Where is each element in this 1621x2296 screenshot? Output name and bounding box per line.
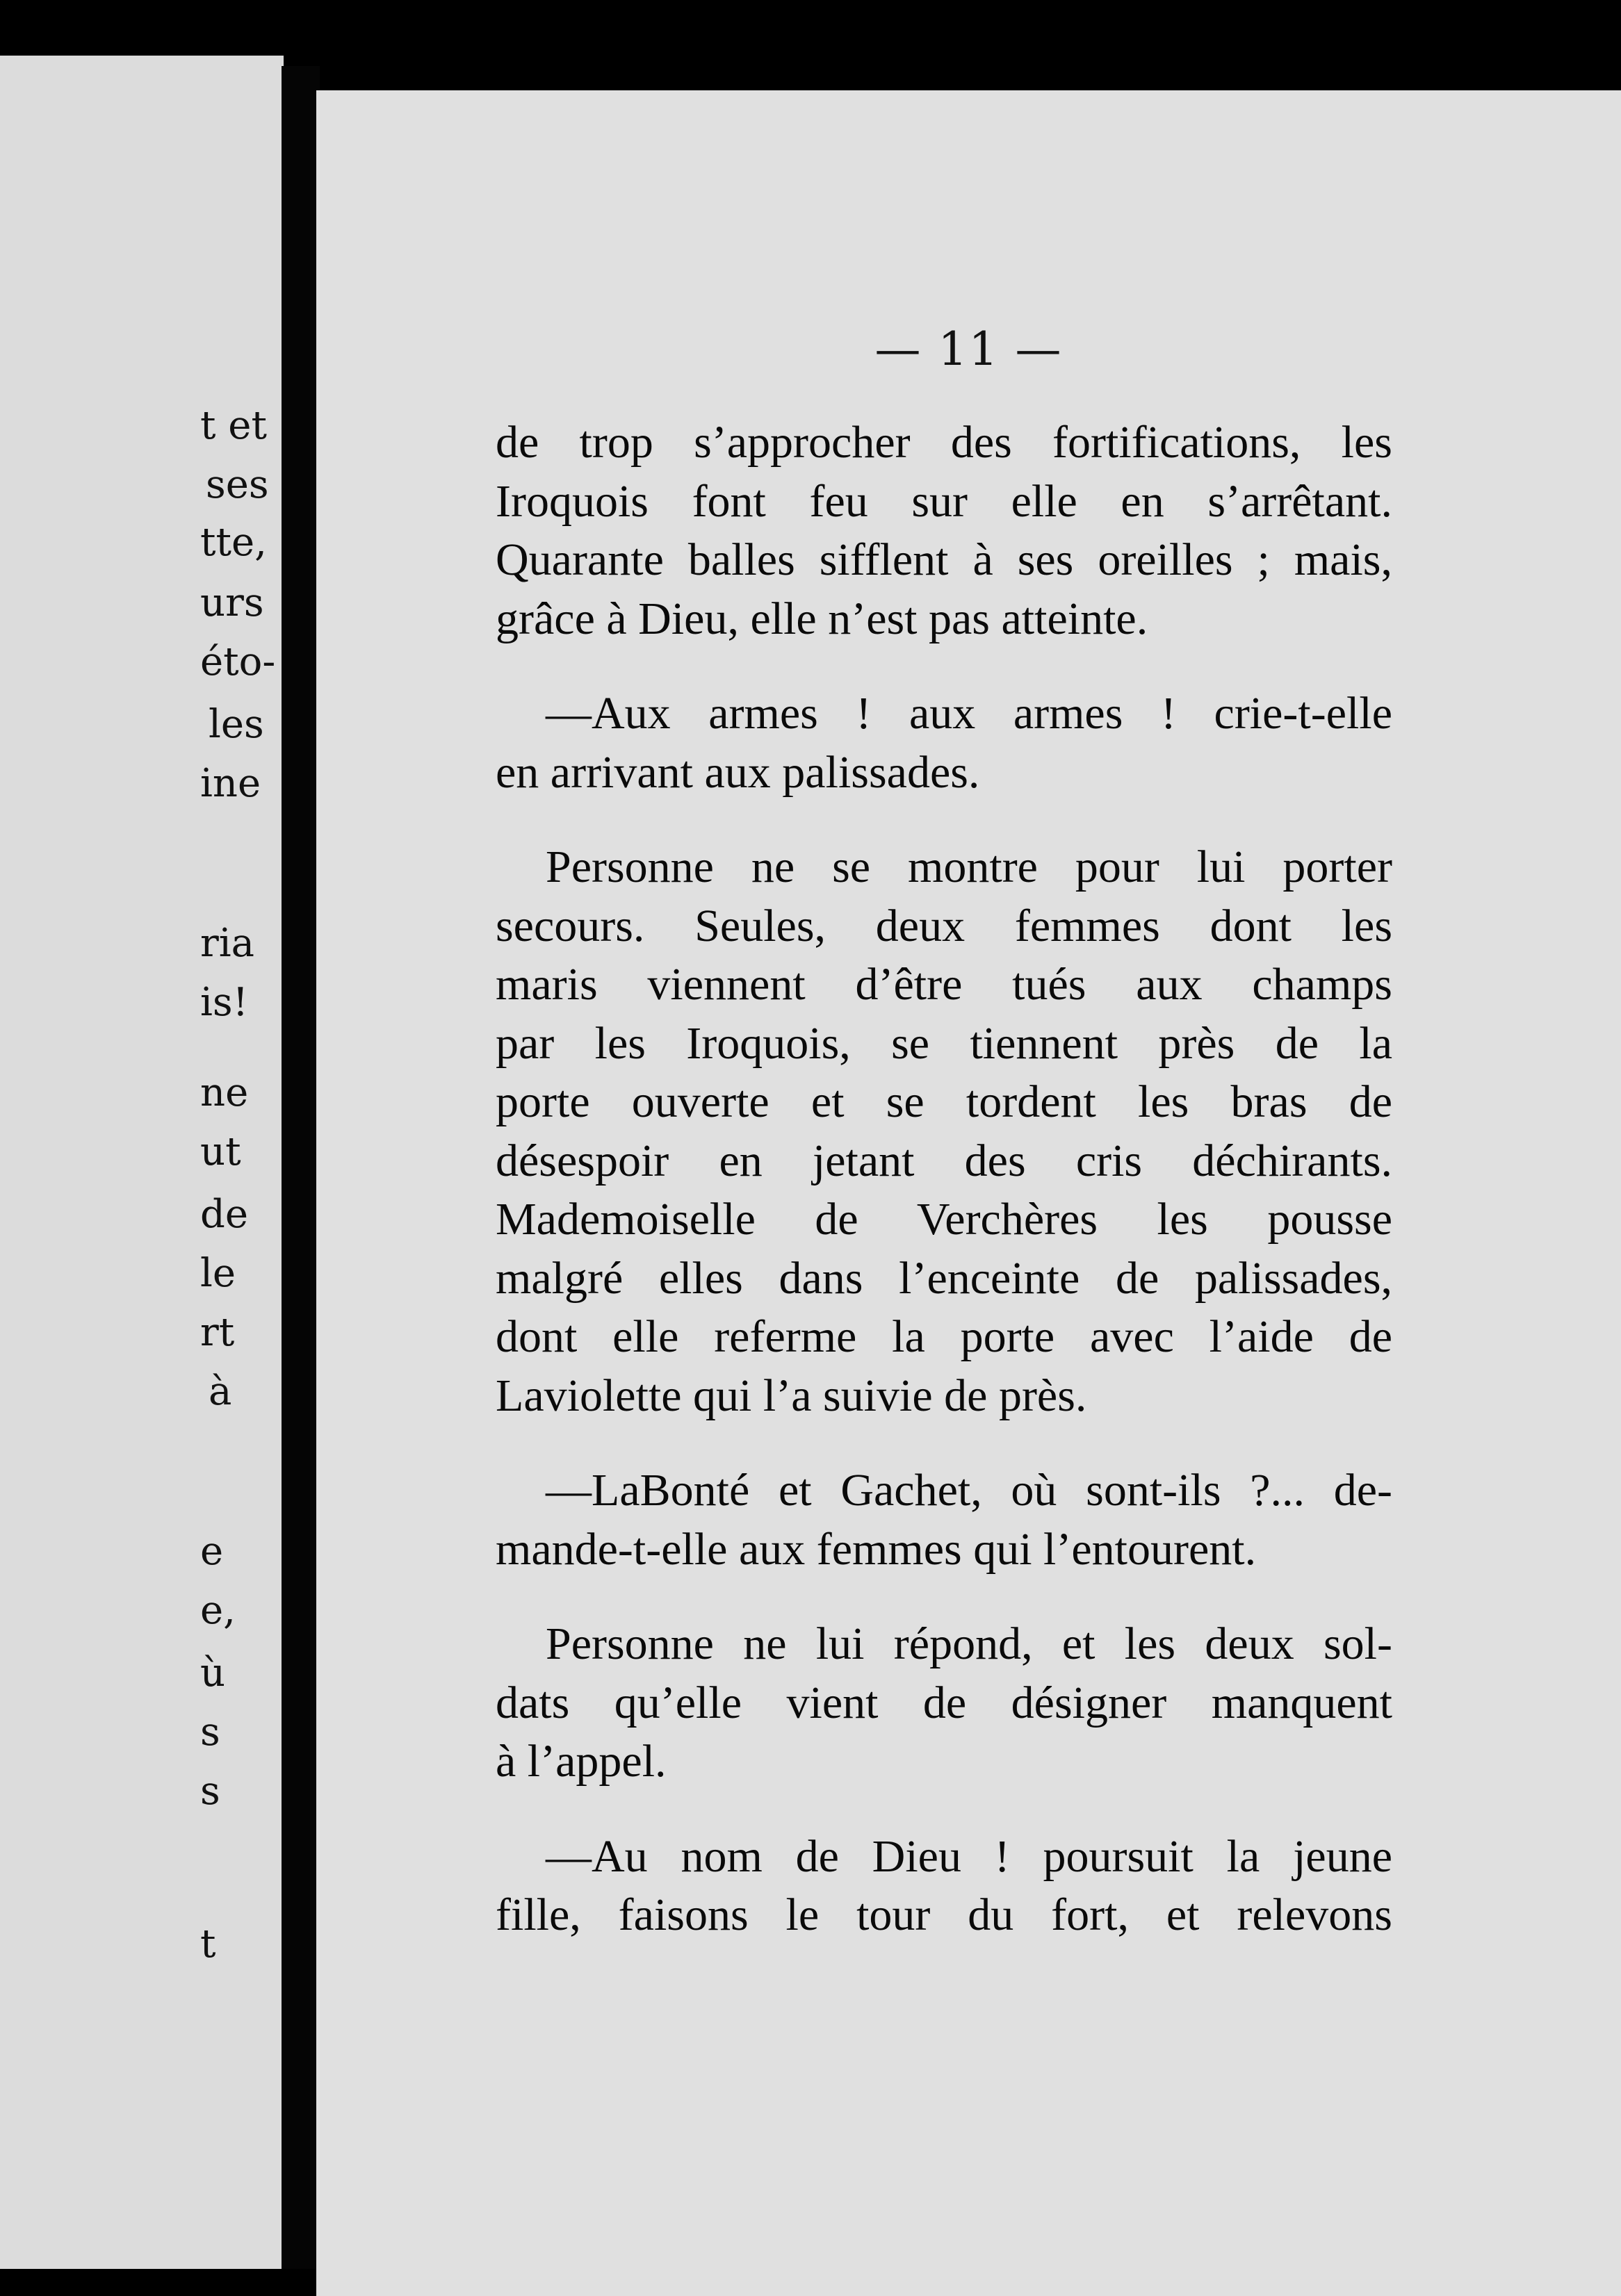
text-line: Laviolette qui l’a suivie de près. — [496, 1370, 1087, 1421]
left-fragment: t — [200, 1921, 216, 1967]
left-fragment: t et — [200, 403, 267, 448]
paragraph — [496, 1615, 1392, 1791]
text-line: grâce à Dieu, elle n’est pas atteinte. — [496, 593, 1148, 644]
left-fragment: éto- — [200, 639, 276, 684]
text-line: Personne ne lui répond, et les deux sol- — [546, 1618, 1392, 1669]
text-line: malgré elles dans l’enceinte de palissades, — [496, 1252, 1392, 1304]
page-number: — 11 — — [874, 322, 1063, 376]
paragraph — [496, 413, 1392, 648]
text-line: maris viennent d’être tués aux champs — [496, 959, 1392, 1010]
right-page — [316, 90, 1621, 2296]
text-line: secours. Seules, deux femmes dont les — [496, 900, 1392, 951]
left-fragment: s — [200, 1769, 220, 1814]
left-fragment: ria — [200, 921, 255, 966]
left-fragment: e, — [200, 1588, 236, 1633]
left-fragment: ses — [206, 462, 269, 507]
left-fragment: tte, — [200, 520, 267, 565]
left-page-edge — [0, 56, 284, 2269]
text-line: en arrivant aux palissades. — [496, 746, 980, 798]
left-fragment: ine — [200, 761, 261, 806]
left-fragment: le — [200, 1251, 236, 1296]
left-fragment: à — [209, 1369, 232, 1414]
paragraph — [496, 684, 1392, 802]
text-line: Personne ne se montre pour lui porter — [546, 842, 1392, 892]
text-line: porte ouverte et se tordent les bras de — [496, 1076, 1392, 1127]
text-line: Iroquois font feu sur elle en s’arrêtant. — [496, 475, 1392, 527]
text-line: —LaBonté et Gachet, où sont-ils ?... de- — [546, 1465, 1392, 1516]
text-line: de trop s’approcher des fortifications, les — [496, 417, 1392, 468]
left-fragment: e — [200, 1529, 224, 1574]
left-fragment: is! — [200, 980, 249, 1025]
left-fragment: les — [209, 702, 264, 747]
left-fragment: urs — [200, 580, 264, 625]
left-fragment: rt — [200, 1310, 235, 1355]
left-fragment: de — [200, 1192, 248, 1237]
text-line: Mademoiselle de Verchères les pousse — [496, 1194, 1392, 1245]
text-line: Quarante balles sifflent à ses oreilles ; mais, — [496, 534, 1392, 585]
text-line: mande-t-elle aux femmes qui l’entourent. — [496, 1523, 1257, 1575]
text-line: par les Iroquois, se tiennent près de la — [496, 1017, 1392, 1069]
text-line: fille, faisons le tour du fort, et relevons — [496, 1889, 1392, 1940]
text-line: —Au nom de Dieu ! poursuit la jeune — [546, 1830, 1392, 1882]
book-gutter — [282, 66, 320, 2269]
text-line: à l’appel. — [496, 1736, 667, 1787]
text-line: —Aux armes ! aux armes ! crie-t-elle — [546, 688, 1392, 739]
text-line: désespoir en jetant des cris déchirants. — [496, 1135, 1392, 1186]
left-fragment: s — [200, 1709, 220, 1755]
paragraph — [496, 1828, 1392, 1945]
paragraph — [496, 1461, 1392, 1579]
paragraph — [496, 838, 1392, 1425]
text-line: dats qu’elle vient de désigner manquent — [496, 1677, 1392, 1728]
left-fragment: ut — [200, 1129, 241, 1174]
left-fragment: ne — [200, 1070, 249, 1115]
text-line: dont elle referme la porte avec l’aide de — [496, 1311, 1392, 1362]
left-fragment: ù — [200, 1650, 226, 1696]
page-body — [496, 413, 1392, 1945]
